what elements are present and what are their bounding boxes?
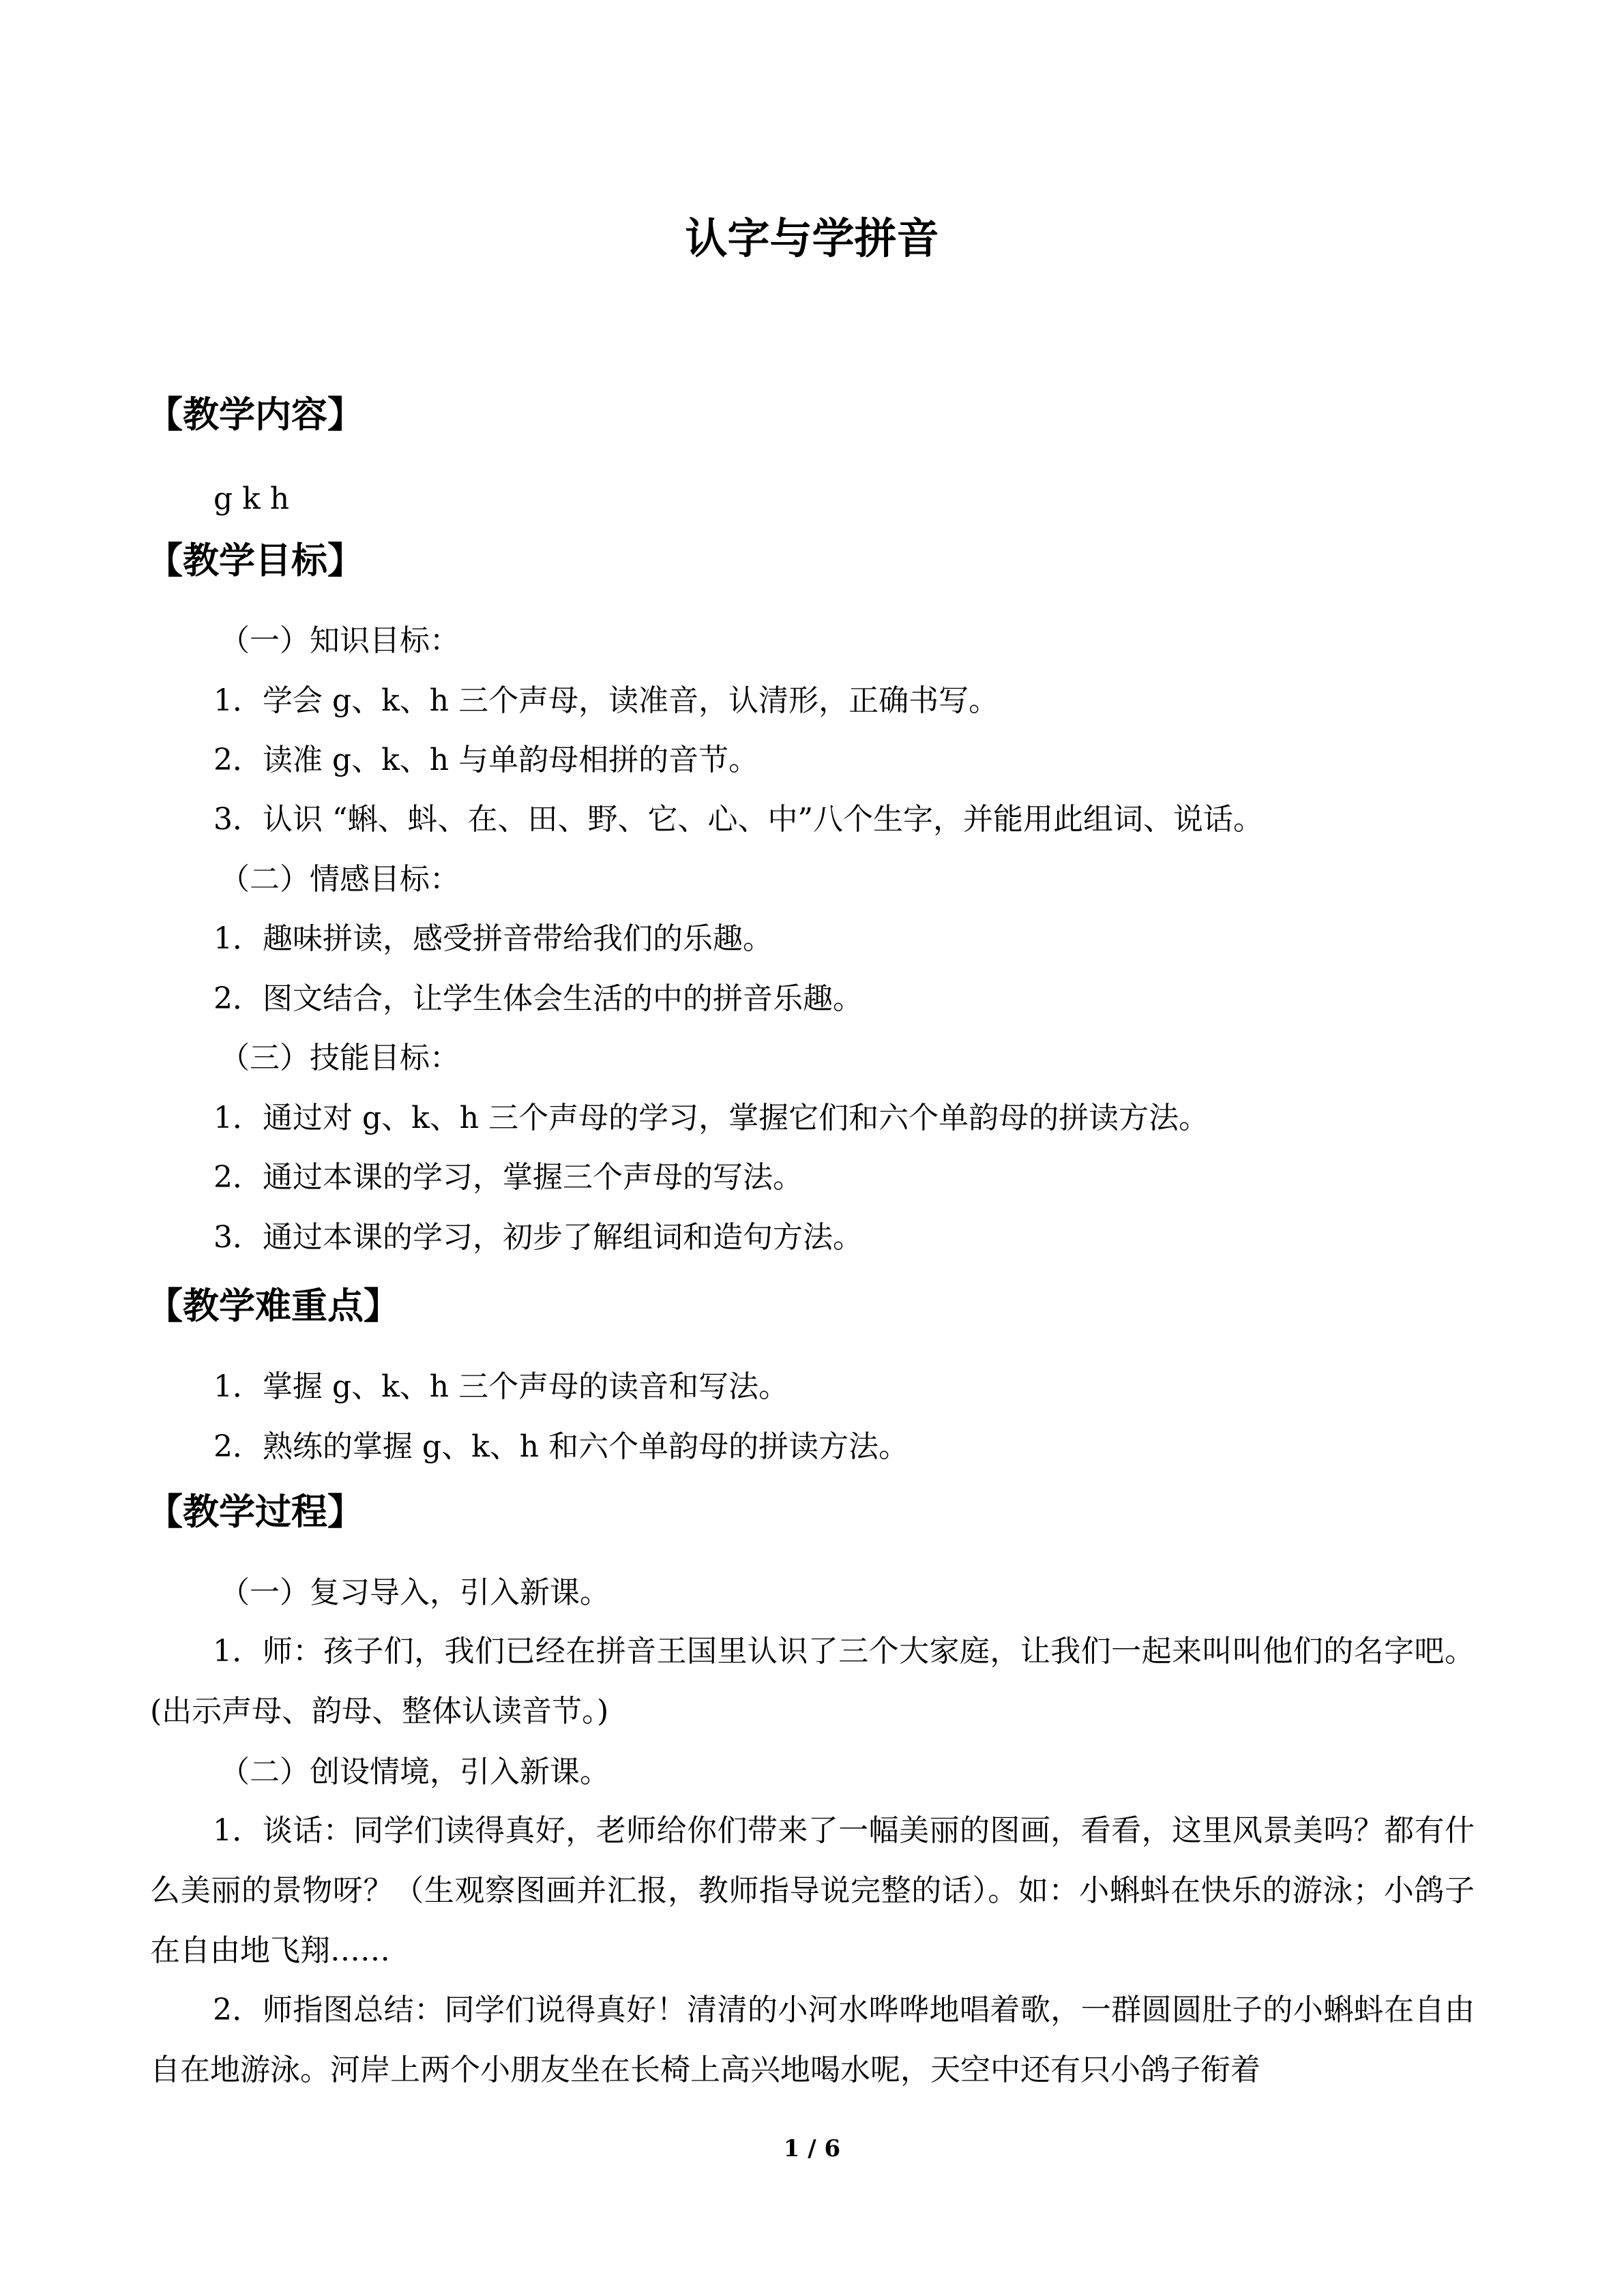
skill-goal-item: 3．通过本课的学习，初步了解组词和造句方法。: [213, 1220, 863, 1255]
knowledge-goal-item: 1．学会 g、k、h 三个声母，读准音，认清形，正确书写。: [213, 683, 999, 718]
key-point-item: 1．掌握 g、k、h 三个声母的读音和写法。: [213, 1369, 789, 1404]
knowledge-goal-item: 2．读准 g、k、h 与单韵母相拼的音节。: [213, 743, 759, 777]
emotion-goal-title: （二）情感目标：: [220, 862, 460, 897]
heading-teaching-content: 【教学内容】: [147, 393, 364, 436]
heading-teaching-goals: 【教学目标】: [147, 539, 364, 582]
process-step-title: （二）创设情境，引入新课。: [220, 1755, 610, 1789]
heading-key-points: 【教学难重点】: [147, 1285, 400, 1327]
process-paragraph: 2．师指图总结：同学们说得真好！清清的小河水哗哗地唱着歌，一群圆圆肚子的小蝌蚪在自由自在地游泳。河岸上两个小朋友坐在长椅上高兴地喝水呢，天空中还有只小鸽子衔着: [150, 1993, 1475, 2087]
process-step-title: （一）复习导入，引入新课。: [220, 1575, 610, 1610]
heading-teaching-process: 【教学过程】: [147, 1491, 364, 1533]
content-text: g k h: [213, 481, 290, 516]
skill-goal-item: 1．通过对 g、k、h 三个声母的学习，掌握它们和六个单韵母的拼读方法。: [213, 1101, 1209, 1135]
key-point-item: 2．熟练的掌握 g、k、h 和六个单韵母的拼读方法。: [213, 1429, 909, 1464]
page-title: 认字与学拼音: [685, 213, 939, 263]
knowledge-goal-title: （一）知识目标：: [220, 623, 460, 658]
skill-goal-title: （三）技能目标：: [220, 1041, 460, 1075]
process-paragraph: 1．谈话：同学们读得真好，老师给你们带来了一幅美丽的图画，看看，这里风景美吗？都有什么美丽的景物呀？（生观察图画并汇报，教师指导说完整的话）。如：小蝌蚪在快乐的游泳；小鸽子在自由地飞翔……: [150, 1813, 1475, 1968]
page-number: 1 / 6: [783, 2135, 841, 2162]
knowledge-goal-item: 3．认识 “蝌、蚪、在、田、野、它、心、中”八个生字，并能用此组词、说话。: [213, 802, 1263, 837]
emotion-goal-item: 2．图文结合，让学生体会生活的中的拼音乐趣。: [213, 981, 863, 1016]
emotion-goal-item: 1．趣味拼读，感受拼音带给我们的乐趣。: [213, 921, 773, 956]
process-paragraph: 1．师：孩子们，我们已经在拼音王国里认识了三个大家庭，让我们一起来叫叫他们的名字吧。(出示声母、韵母、整体认读音节。): [150, 1634, 1475, 1729]
skill-goal-item: 2．通过本课的学习，掌握三个声母的写法。: [213, 1160, 803, 1195]
